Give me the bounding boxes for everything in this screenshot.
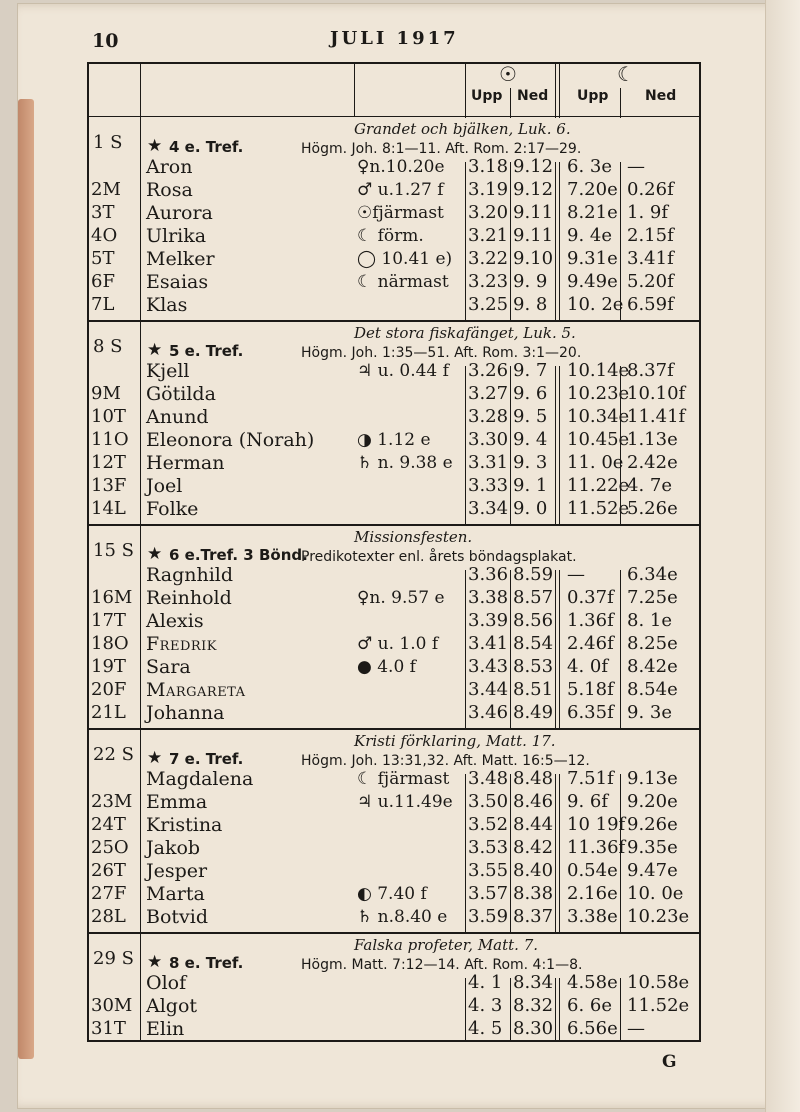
- sun-set: 9. 3: [513, 452, 548, 473]
- moon-rise: 6. 3e: [567, 156, 612, 177]
- moon-set: 9.20e: [627, 791, 678, 812]
- week-gospel: Falska profeter, Matt. 7.: [354, 936, 539, 954]
- header-sun-upp: Upp: [471, 88, 503, 104]
- day-name: Botvid: [146, 906, 209, 928]
- sermon-texts: Högm. Matt. 7:12—14. Aft. Rom. 4:1—8.: [301, 957, 583, 973]
- sun-set: 9. 4: [513, 429, 548, 450]
- sun-set: 8.54: [513, 633, 554, 654]
- moon-set: 5.20f: [627, 271, 674, 292]
- moon-set: 7.25e: [627, 587, 678, 608]
- day-name: Anund: [146, 406, 209, 428]
- sun-set: 9. 7: [513, 360, 548, 381]
- moon-rise: 3.38e: [567, 906, 618, 927]
- day-name: Elin: [146, 1018, 185, 1040]
- day-name: Melker: [146, 248, 215, 270]
- sun-set: 9. 9: [513, 271, 548, 292]
- day-date: 6F: [91, 271, 115, 292]
- sunday-title: 5 e. Tref.: [169, 342, 244, 360]
- sun-set: 8.46: [513, 791, 554, 812]
- day-name: Fredrik: [146, 633, 218, 655]
- moon-set: —: [627, 156, 645, 177]
- astro-event: ● 4.0 f: [357, 657, 416, 677]
- moon-set: 9. 3e: [627, 702, 672, 723]
- day-name: Esaias: [146, 271, 209, 293]
- day-name: Jesper: [146, 860, 208, 882]
- sun-rise: 3.39: [468, 610, 509, 631]
- sun-set: 8.56: [513, 610, 554, 631]
- day-name: Rosa: [146, 179, 193, 201]
- sun-rise: 3.55: [468, 860, 509, 881]
- sun-rise: 3.52: [468, 814, 509, 835]
- moon-set: 9.47e: [627, 860, 678, 881]
- astro-event: ♄ n.8.40 e: [357, 907, 448, 927]
- day-name: Klas: [146, 294, 188, 316]
- moon-set: 10.10f: [627, 383, 686, 404]
- sun-set: 8.32: [513, 995, 554, 1016]
- star-icon: ★: [147, 136, 163, 156]
- sun-rise: 3.36: [468, 564, 509, 585]
- sermon-texts: Predikotexter enl. årets böndagsplakat.: [301, 549, 577, 565]
- moon-set: 5.26e: [627, 498, 678, 519]
- day-date: 21L: [91, 702, 126, 723]
- moon-set: 11.52e: [627, 995, 690, 1016]
- astro-event: ☾ närmast: [357, 272, 449, 292]
- sun-rise: 3.38: [468, 587, 509, 608]
- sun-rise: 3.25: [468, 294, 509, 315]
- day-date: 5T: [91, 248, 115, 269]
- day-name: Margareta: [146, 679, 246, 701]
- astro-event: ◐ 7.40 f: [357, 884, 427, 904]
- moon-set: 9.13e: [627, 768, 678, 789]
- day-name: Folke: [146, 498, 199, 520]
- sun-set: 9.11: [513, 225, 554, 246]
- day-date: 19T: [91, 656, 126, 677]
- moon-set: 4. 7e: [627, 475, 672, 496]
- moon-set: 10. 0e: [627, 883, 684, 904]
- moon-set: 2.42e: [627, 452, 678, 473]
- astro-event: ♂ u. 1.0 f: [357, 634, 439, 654]
- day-date: 13F: [91, 475, 127, 496]
- moon-set: 8.42e: [627, 656, 678, 677]
- moon-set: 10.58e: [627, 972, 690, 993]
- header-moon-ned: Ned: [645, 88, 677, 104]
- sun-rise: 3.43: [468, 656, 509, 677]
- sunday-date: 15 S: [93, 540, 134, 561]
- day-name: Emma: [146, 791, 208, 813]
- sun-set: 8.53: [513, 656, 554, 677]
- page-edge: [18, 99, 34, 1059]
- sun-set: 8.34: [513, 972, 554, 993]
- day-date: 14L: [91, 498, 126, 519]
- astro-event: ♂ u.1.27 f: [357, 180, 444, 200]
- day-name: Jakob: [146, 837, 201, 859]
- moon-set: 6.59f: [627, 294, 674, 315]
- day-date: 16M: [91, 587, 133, 608]
- moon-set: 11.41f: [627, 406, 686, 427]
- sun-rise: 3.27: [468, 383, 509, 404]
- moon-set: 8.37f: [627, 360, 674, 381]
- day-date: 2M: [91, 179, 121, 200]
- sun-set: 8.30: [513, 1018, 554, 1039]
- moon-rise: 10.23e: [567, 383, 630, 404]
- day-name: Götilda: [146, 383, 216, 405]
- header-sun-icon: ☉: [499, 62, 517, 86]
- moon-rise: 10 19f: [567, 814, 626, 835]
- day-name: Eleonora (Norah): [146, 429, 315, 451]
- week-gospel: Det stora fiskafänget, Luk. 5.: [354, 324, 576, 342]
- day-date: 11O: [91, 429, 129, 450]
- moon-rise: —: [567, 564, 585, 585]
- sun-rise: 3.50: [468, 791, 509, 812]
- moon-rise: 7.20e: [567, 179, 618, 200]
- moon-rise: 11.52e: [567, 498, 630, 519]
- moon-rise: 9.31e: [567, 248, 618, 269]
- sermon-texts: Högm. Joh. 13:31,32. Aft. Matt. 16:5—12.: [301, 753, 590, 769]
- day-name: Alexis: [146, 610, 204, 632]
- sun-rise: 3.48: [468, 768, 509, 789]
- week-gospel: Missionsfesten.: [354, 528, 473, 546]
- sunday-date: 1 S: [93, 132, 123, 153]
- sun-rise: 3.57: [468, 883, 509, 904]
- sun-set: 8.57: [513, 587, 554, 608]
- moon-rise: 0.37f: [567, 587, 614, 608]
- moon-rise: 10.14e: [567, 360, 630, 381]
- sun-set: 9. 1: [513, 475, 548, 496]
- sun-rise: 3.41: [468, 633, 509, 654]
- day-date: 23M: [91, 791, 133, 812]
- day-date: 4O: [91, 225, 118, 246]
- moon-set: 6.34e: [627, 564, 678, 585]
- day-name: Herman: [146, 452, 225, 474]
- moon-set: —: [627, 1018, 645, 1039]
- sun-rise: 4. 1: [468, 972, 503, 993]
- sunday-title: 7 e. Tref.: [169, 750, 244, 768]
- day-name: Olof: [146, 972, 187, 994]
- sun-rise: 3.19: [468, 179, 509, 200]
- astro-event: ☾ fjärmast: [357, 769, 450, 789]
- sun-rise: 3.28: [468, 406, 509, 427]
- sunday-title: 6 e.Tref. 3 Bönd.: [169, 546, 308, 564]
- page-number: 10: [92, 30, 119, 52]
- day-date: 18O: [91, 633, 129, 654]
- astro-event: ◯ 10.41 e): [357, 249, 453, 269]
- sun-rise: 3.18: [468, 156, 509, 177]
- sunday-title: 8 e. Tref.: [169, 954, 244, 972]
- day-date: 27F: [91, 883, 127, 904]
- sun-rise: 3.53: [468, 837, 509, 858]
- moon-rise: 9. 4e: [567, 225, 612, 246]
- sunday-date: 29 S: [93, 948, 134, 969]
- moon-set: 9.35e: [627, 837, 678, 858]
- day-name: Ragnhild: [146, 564, 234, 586]
- sun-rise: 4. 5: [468, 1018, 503, 1039]
- moon-set: 2.15f: [627, 225, 674, 246]
- moon-rise: 5.18f: [567, 679, 614, 700]
- moon-rise: 0.54e: [567, 860, 618, 881]
- sun-set: 8.49: [513, 702, 554, 723]
- day-date: 28L: [91, 906, 126, 927]
- sun-rise: 3.34: [468, 498, 509, 519]
- calendar-table: [87, 62, 701, 1042]
- moon-rise: 11.36f: [567, 837, 626, 858]
- star-icon: ★: [147, 340, 163, 360]
- header-moon-upp: Upp: [577, 88, 609, 104]
- next-page-edge: [765, 0, 800, 1112]
- day-date: 26T: [91, 860, 126, 881]
- astro-event: ♃ u.11.49e: [357, 792, 453, 812]
- sun-set: 9. 6: [513, 383, 548, 404]
- day-name: Marta: [146, 883, 205, 905]
- day-name: Sara: [146, 656, 191, 678]
- sun-rise: 3.20: [468, 202, 509, 223]
- sun-set: 8.44: [513, 814, 554, 835]
- moon-rise: 8.21e: [567, 202, 618, 223]
- day-date: 30M: [91, 995, 133, 1016]
- sun-set: 8.51: [513, 679, 554, 700]
- day-date: 31T: [91, 1018, 126, 1039]
- day-name: Johanna: [146, 702, 225, 724]
- moon-set: 8.25e: [627, 633, 678, 654]
- day-date: 7L: [91, 294, 115, 315]
- moon-rise: 9. 6f: [567, 791, 609, 812]
- day-name: Aurora: [146, 202, 213, 224]
- sun-rise: 3.33: [468, 475, 509, 496]
- day-date: 3T: [91, 202, 115, 223]
- moon-rise: 11.22e: [567, 475, 630, 496]
- moon-rise: 1.36f: [567, 610, 614, 631]
- moon-rise: 9.49e: [567, 271, 618, 292]
- day-name: Ulrika: [146, 225, 207, 247]
- page-title: JULI 1917: [330, 28, 459, 49]
- sun-set: 8.37: [513, 906, 554, 927]
- printer-signature: G: [662, 1052, 677, 1072]
- sun-set: 9. 0: [513, 498, 548, 519]
- moon-rise: 10.45e: [567, 429, 630, 450]
- astro-event: ♀n. 9.57 e: [357, 588, 445, 608]
- star-icon: ★: [147, 544, 163, 564]
- header-moon-icon: ☾: [617, 62, 635, 86]
- moon-rise: 2.16e: [567, 883, 618, 904]
- week-gospel: Grandet och bjälken, Luk. 6.: [354, 120, 571, 138]
- sun-set: 9.10: [513, 248, 554, 269]
- sun-set: 8.48: [513, 768, 554, 789]
- day-name: Magdalena: [146, 768, 254, 790]
- sunday-title: 4 e. Tref.: [169, 138, 244, 156]
- star-icon: ★: [147, 748, 163, 768]
- moon-set: 9.26e: [627, 814, 678, 835]
- sun-rise: 3.23: [468, 271, 509, 292]
- moon-set: 8. 1e: [627, 610, 672, 631]
- moon-rise: 11. 0e: [567, 452, 624, 473]
- sunday-date: 22 S: [93, 744, 134, 765]
- sermon-texts: Högm. Joh. 8:1—11. Aft. Rom. 2:17—29.: [301, 141, 582, 157]
- sermon-texts: Högm. Joh. 1:35—51. Aft. Rom. 3:1—20.: [301, 345, 582, 361]
- day-name: Algot: [146, 995, 198, 1017]
- sun-set: 8.38: [513, 883, 554, 904]
- sun-rise: 3.22: [468, 248, 509, 269]
- sun-rise: 3.31: [468, 452, 509, 473]
- moon-rise: 10. 2e: [567, 294, 624, 315]
- day-date: 17T: [91, 610, 126, 631]
- astro-event: ☉fjärmast: [357, 203, 444, 223]
- day-name: Aron: [146, 156, 193, 178]
- moon-rise: 4. 0f: [567, 656, 609, 677]
- day-date: 12T: [91, 452, 126, 473]
- sun-set: 9.12: [513, 156, 554, 177]
- moon-set: 10.23e: [627, 906, 690, 927]
- day-date: 9M: [91, 383, 121, 404]
- sun-set: 8.59: [513, 564, 554, 585]
- moon-set: 1.13e: [627, 429, 678, 450]
- day-date: 10T: [91, 406, 126, 427]
- astro-event: ♃ u. 0.44 f: [357, 361, 449, 381]
- moon-set: 0.26f: [627, 179, 674, 200]
- day-name: Kjell: [146, 360, 190, 382]
- astro-event: ♄ n. 9.38 e: [357, 453, 453, 473]
- sun-rise: 4. 3: [468, 995, 503, 1016]
- moon-set: 1. 9f: [627, 202, 669, 223]
- astro-event: ☾ förm.: [357, 226, 424, 246]
- moon-set: 3.41f: [627, 248, 674, 269]
- moon-rise: 6. 6e: [567, 995, 612, 1016]
- header-sun-ned: Ned: [517, 88, 549, 104]
- day-date: 20F: [91, 679, 127, 700]
- sun-set: 9.12: [513, 179, 554, 200]
- moon-set: 8.54e: [627, 679, 678, 700]
- moon-rise: 2.46f: [567, 633, 614, 654]
- day-name: Joel: [146, 475, 183, 497]
- astro-event: ◑ 1.12 e: [357, 430, 431, 450]
- day-name: Kristina: [146, 814, 223, 836]
- moon-rise: 4.58e: [567, 972, 618, 993]
- sun-set: 9. 5: [513, 406, 548, 427]
- sun-rise: 3.46: [468, 702, 509, 723]
- moon-rise: 7.51f: [567, 768, 614, 789]
- moon-rise: 10.34e: [567, 406, 630, 427]
- star-icon: ★: [147, 952, 163, 972]
- sun-rise: 3.21: [468, 225, 509, 246]
- week-gospel: Kristi förklaring, Matt. 17.: [354, 732, 556, 750]
- moon-rise: 6.35f: [567, 702, 614, 723]
- day-name: Reinhold: [146, 587, 232, 609]
- day-date: 25O: [91, 837, 129, 858]
- sun-set: 9.11: [513, 202, 554, 223]
- sun-rise: 3.26: [468, 360, 509, 381]
- day-date: 24T: [91, 814, 126, 835]
- sun-set: 8.42: [513, 837, 554, 858]
- sun-rise: 3.44: [468, 679, 509, 700]
- sun-set: 9. 8: [513, 294, 548, 315]
- astro-event: ♀n.10.20e: [357, 157, 445, 177]
- sunday-date: 8 S: [93, 336, 123, 357]
- sun-rise: 3.59: [468, 906, 509, 927]
- sun-rise: 3.30: [468, 429, 509, 450]
- moon-rise: 6.56e: [567, 1018, 618, 1039]
- sun-set: 8.40: [513, 860, 554, 881]
